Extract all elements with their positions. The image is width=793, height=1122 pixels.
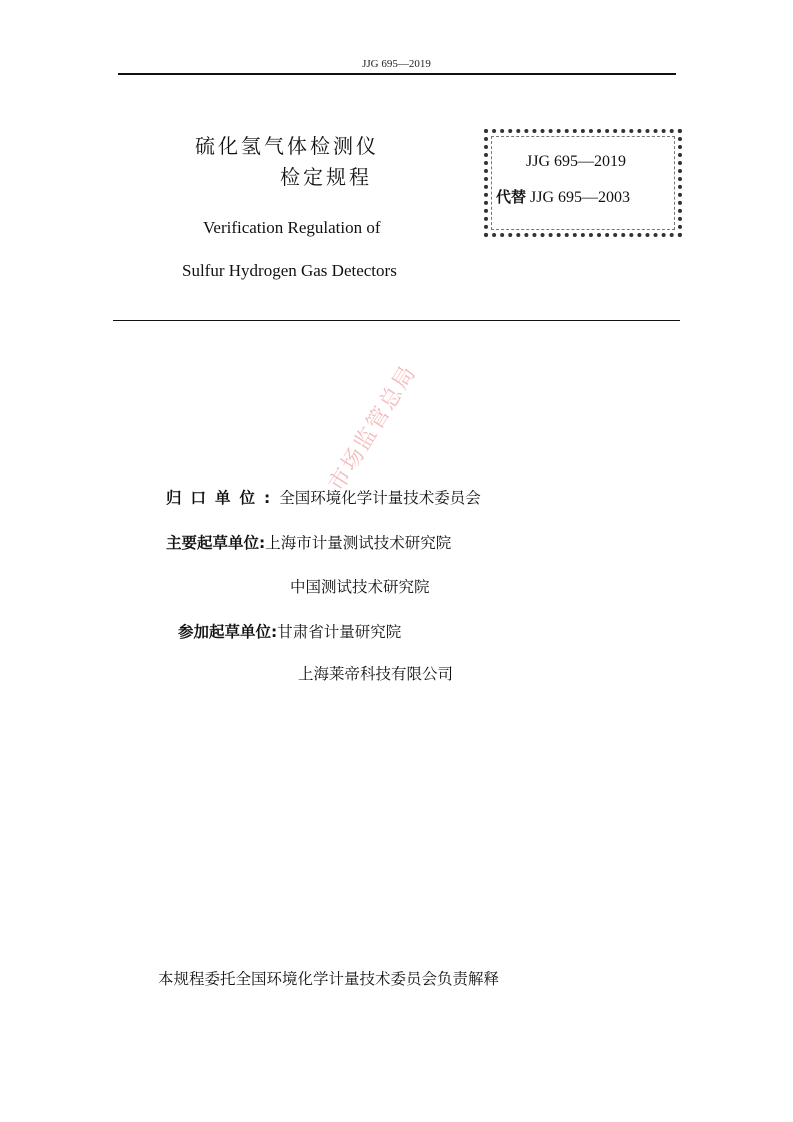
code-box bbox=[484, 129, 682, 237]
footer-note: 本规程委托全国环境化学计量技术委员会负责解释 bbox=[158, 970, 500, 988]
canjia-value-1: 甘肃省计量研究院 bbox=[277, 623, 402, 641]
title-cn-line1: 硫化氢气体检测仪 bbox=[195, 134, 379, 158]
section-rule bbox=[113, 320, 680, 321]
replaces-label: 代替 bbox=[496, 188, 527, 206]
title-en-line2: Sulfur Hydrogen Gas Detectors bbox=[182, 261, 397, 280]
replaces-line bbox=[496, 186, 630, 207]
title-en-line1: Verification Regulation of bbox=[203, 218, 381, 237]
watermark: 市场监管总局 bbox=[324, 360, 422, 496]
guikou-value: 全国环境化学计量技术委员会 bbox=[279, 489, 481, 507]
replaces-code: JJG 695—2003 bbox=[530, 189, 631, 206]
standard-code: JJG 695—2019 bbox=[526, 153, 627, 170]
title-cn-line2: 检定规程 bbox=[280, 165, 372, 189]
code-box-inner-border bbox=[491, 136, 675, 230]
guikou-row bbox=[166, 486, 481, 508]
canjia-label: 参加起草单位: bbox=[178, 623, 278, 641]
running-header: JJG 695—2019 bbox=[362, 58, 431, 70]
canjia-value-2: 上海莱帝科技有限公司 bbox=[298, 665, 454, 683]
canjia-row bbox=[178, 620, 401, 642]
zhuyao-label: 主要起草单位: bbox=[166, 534, 266, 552]
guikou-label: 归口单位: bbox=[166, 489, 280, 507]
zhuyao-value-1: 上海市计量测试技术研究院 bbox=[265, 534, 452, 552]
zhuyao-row bbox=[166, 531, 451, 553]
header-rule bbox=[118, 73, 676, 75]
zhuyao-value-2: 中国测试技术研究院 bbox=[290, 578, 430, 596]
